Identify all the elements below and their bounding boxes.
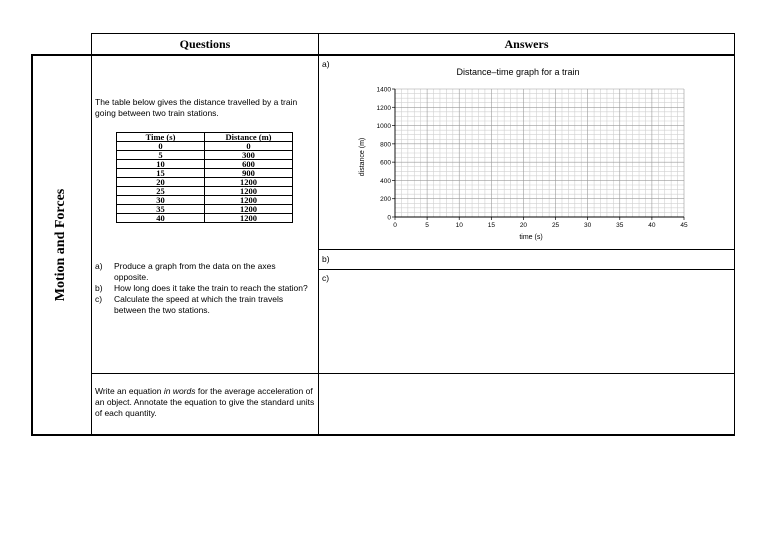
table-line-right [734,33,735,436]
table-line-answer-a-bottom [319,249,735,250]
chart-x-tick-label: 20 [519,222,528,229]
chart-x-tick-label: 10 [455,222,463,229]
chart-x-axis-label: time (s) [519,234,543,241]
distance-time-data-table [116,132,293,223]
question2-emphasis: in words [163,386,196,396]
chart-x-tick-label: 0 [393,222,397,229]
table-line-row2-top [91,373,735,374]
distance-time-chart [319,56,734,248]
table-line-sidebar-right [91,33,92,436]
list-item [95,294,311,316]
answer-c-label: c) [322,273,330,283]
table-cell-time: 10 [117,160,205,169]
question1-parts [95,261,311,316]
chart-x-tick-label: 15 [487,222,495,229]
chart-y-ticks [377,87,395,222]
part-marker: c) [95,294,103,304]
chart-title: Distance–time graph for a train [456,67,580,77]
table-row [117,151,293,160]
part-marker: b) [95,283,103,293]
part-text: How long does it take the train to reach the station? [114,283,308,293]
chart-y-tick-label: 1200 [376,104,391,112]
table-cell-time: 40 [117,214,205,223]
part-text: Produce a graph from the data on the axes opposite. [114,261,276,282]
table-cell-distance: 0 [205,142,293,151]
table-cell-distance: 1200 [205,196,293,205]
chart-y-tick-label: 1400 [376,86,391,94]
table-line-top [91,33,735,34]
table-cell-distance: 1200 [205,187,293,196]
table-cell-time: 25 [117,187,205,196]
chart-x-tick-label: 5 [425,222,429,229]
question2-after: for the average acceleration of an object. Annotate the equation to give the standard units of each quantity. [95,386,315,418]
table-row [117,187,293,196]
table-header-distance: Distance (m) [205,133,293,142]
chart-y-tick-label: 1000 [376,123,391,131]
chart-x-tick-label: 25 [551,222,560,229]
table-row [117,142,293,151]
table-cell-distance: 900 [205,169,293,178]
table-cell-distance: 1200 [205,214,293,223]
answer-a-label: a) [322,59,330,69]
table-cell-distance: 1200 [205,178,293,187]
part-text: Calculate the speed at which the train travels between the two stations. [114,294,284,315]
table-line-bottom [31,434,735,436]
table-cell-distance: 1200 [205,205,293,214]
chart-x-tick-label: 35 [616,222,624,229]
table-header-time: Time (s) [117,133,205,142]
table-cell-time: 0 [117,142,205,151]
part-marker: a) [95,261,103,271]
chart-y-tick-label: 400 [380,177,391,185]
chart-x-ticks [393,217,688,229]
questions-header: Questions [179,37,231,51]
table-cell-distance: 600 [205,160,293,169]
chart-x-tick-label: 30 [584,222,592,229]
chart-y-tick-label: 800 [380,141,391,149]
answer-b-label: b) [322,254,330,264]
table-cell-distance: 300 [205,151,293,160]
question2-text [95,386,315,419]
table-row [117,160,293,169]
table-cell-time: 5 [117,151,205,160]
list-item [95,261,311,283]
table-row [117,205,293,214]
chart-y-tick-label: 0 [387,214,391,222]
table-line-left [31,54,33,436]
question1-intro: The table below gives the distance travelled by a train going between two train stations. [95,97,298,118]
table-cell-time: 30 [117,196,205,205]
table-row [117,169,293,178]
list-item [95,283,311,294]
chart-y-axis-label: distance (m) [359,137,366,177]
question2-before: Write an equation [95,386,164,396]
chart-x-tick-label: 45 [680,222,688,229]
chart-x-tick-label: 40 [648,222,656,229]
chart-y-tick-label: 200 [380,196,391,204]
table-line-answer-b-bottom [319,269,735,270]
table-cell-time: 20 [117,178,205,187]
table-row [117,214,293,223]
table-cell-time: 15 [117,169,205,178]
table-row [117,178,293,187]
chart-y-tick-label: 600 [380,159,391,167]
table-cell-time: 35 [117,205,205,214]
table-row [117,196,293,205]
answers-header: Answers [504,37,549,51]
topic-label: Motion and Forces [53,188,68,302]
chart-grid-minor [395,89,684,217]
